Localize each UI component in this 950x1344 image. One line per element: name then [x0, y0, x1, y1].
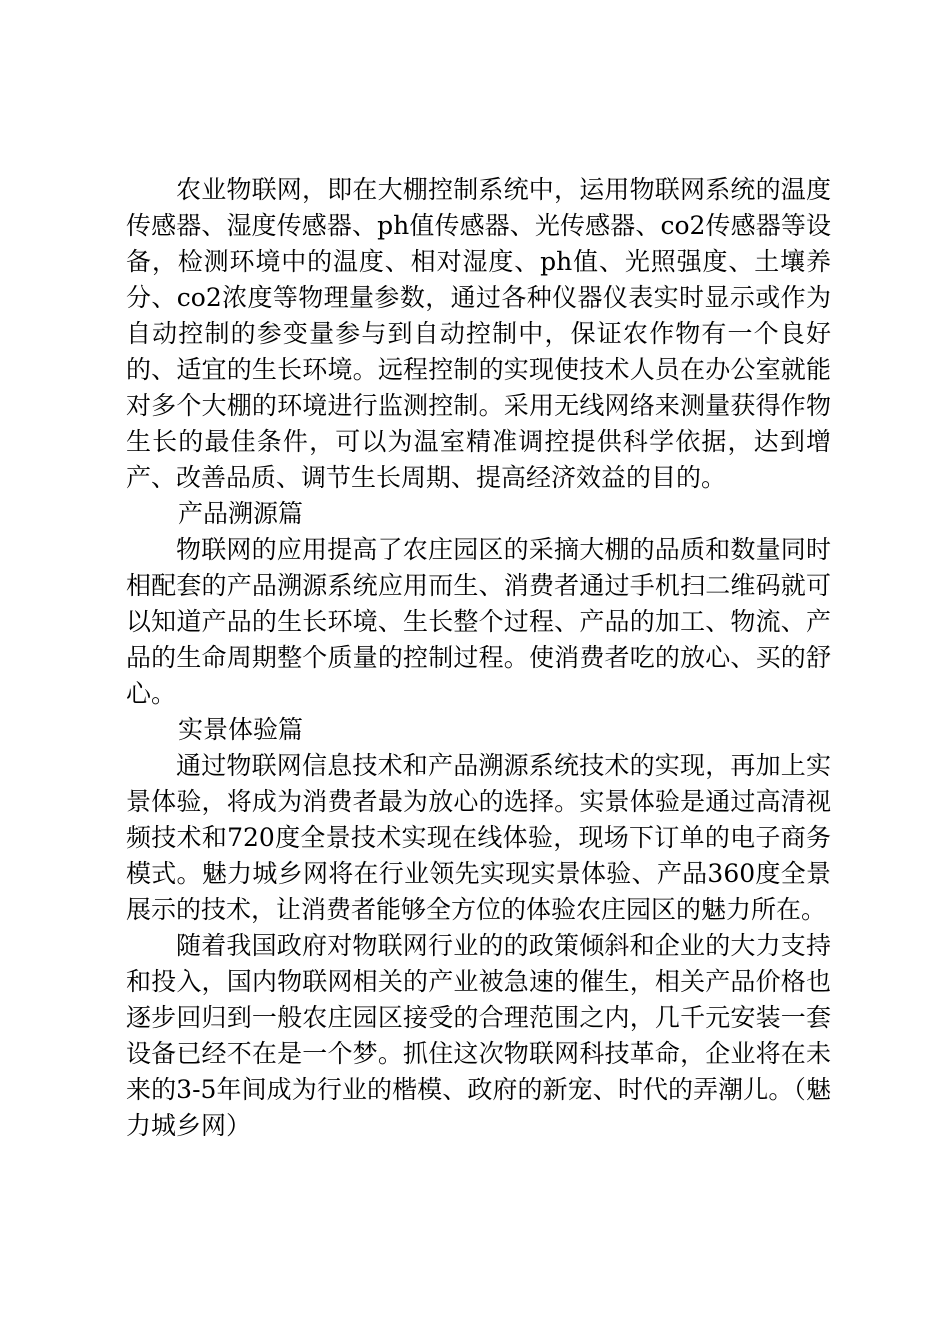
paragraph-agricultural-iot: 农业物联网，即在大棚控制系统中，运用物联网系统的温度传感器、湿度传感器、ph值传感器、光传感器、co2传感器等设备，检测环境中的温度、相对湿度、ph值、光照强度、土壤养分、co2浓度等物理量参数，通过各种仪器仪表实时显示或作为自动控制的参变量参与到自动控制中，保证农作物有一个良好的、适宜的生长环境。远程控制的实现使技术人员在办公室就能对多个大棚的环境进行监测控制。采用无线网络来测量获得作物生长的最佳条件，可以为温室精准调控提供科学依据，达到增产、改善品质、调节生长周期、提高经济效益的目的。	[126, 175, 831, 492]
paragraph-product-traceability: 物联网的应用提高了农庄园区的采摘大棚的品质和数量同时相配套的产品溯源系统应用而生、消费者通过手机扫二维码就可以知道产品的生长环境、生长整个过程、产品的加工、物流、产品的生命周期整个质量的控制过程。使消费者吃的放心、买的舒心。	[126, 535, 831, 708]
paragraph-live-experience: 通过物联网信息技术和产品溯源系统技术的实现，再加上实景体验，将成为消费者最为放心的选择。实景体验是通过高清视频技术和720度全景技术实现在线体验，现场下订单的电子商务模式。魅力城乡网将在行业领先实现实景体验、产品360度全景展示的技术，让消费者能够全方位的体验农庄园区的魅力所在。	[126, 751, 831, 924]
section-heading-live-experience: 实景体验篇	[178, 715, 304, 744]
section-heading-product-traceability: 产品溯源篇	[178, 499, 304, 528]
paragraph-outlook: 随着我国政府对物联网行业的的政策倾斜和企业的大力支持和投入，国内物联网相关的产业被急速的催生，相关产品价格也逐步回归到一般农庄园区接受的合理范围之内，几千元安装一套设备已经不在是一个梦。抓住这次物联网科技革命，企业将在未来的3-5年间成为行业的楷模、政府的新宠、时代的弄潮儿。（魅力城乡网）	[126, 931, 831, 1140]
document-body	[126, 172, 831, 1144]
